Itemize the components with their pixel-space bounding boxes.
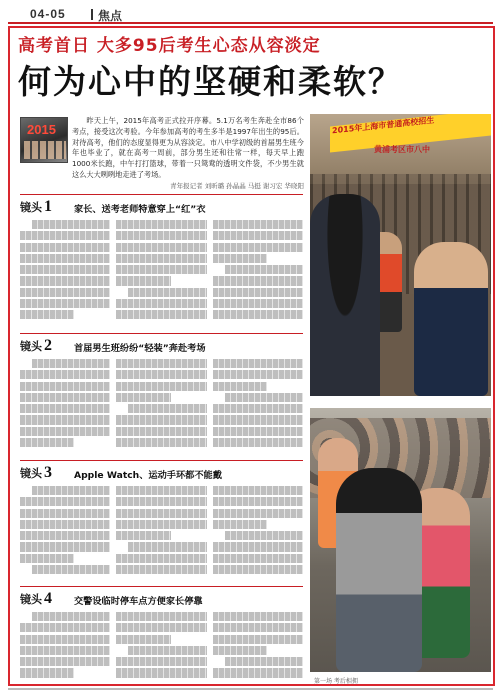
page-footer-rule	[8, 688, 493, 690]
section-tag: 镜头 2	[20, 337, 52, 354]
section-divider	[20, 333, 303, 334]
section-divider	[20, 460, 303, 461]
section-heading-4	[20, 588, 303, 608]
lead-thumbnail-year: 2015	[27, 122, 56, 137]
text-column	[213, 220, 303, 328]
section-body-2	[20, 359, 303, 455]
photo-school-gate	[310, 114, 491, 396]
text-column	[20, 486, 110, 582]
section-body-1	[20, 220, 303, 328]
text-column	[213, 359, 303, 455]
page-header	[8, 4, 493, 24]
text-column	[116, 612, 206, 682]
banner-text-line2: 黄浦考区市八中	[374, 145, 430, 154]
article-lead: 昨天上午，2015年高考正式拉开序幕。5.1万名考生奔赴全市86个考点，接受这次考验。今年参加高考的考生多半是1997年出生的95后。对待高考，他们的态度显得更为从容淡定。市八中学初级的首届男生班今年也毕业了，就在高考一周前，部分男生还和往常一样，每天早上跑1000米长跑，中午打打篮球，带着一只鸳鸯的透明文件袋，不少男生就这么大大咧咧地走进了考场。	[72, 116, 304, 179]
section-tag: 镜头 1	[20, 198, 52, 215]
photo-person	[414, 242, 488, 396]
section-label: 焦点	[98, 9, 123, 23]
text-column	[116, 486, 206, 582]
photo-person	[336, 468, 422, 672]
text-column	[213, 612, 303, 682]
page-number: 04-05	[30, 7, 66, 21]
section-title: Apple Watch、运动手环都不能戴	[74, 470, 222, 481]
section-divider	[20, 194, 303, 195]
text-column	[20, 359, 110, 455]
text-column	[213, 486, 303, 582]
section-tag: 镜头 4	[20, 590, 52, 607]
text-column	[116, 359, 206, 455]
section-title: 首届男生班纷纷“轻装”奔赴考场	[74, 343, 206, 354]
lead-thumbnail-faces	[24, 141, 66, 159]
article-headline: 何为心中的坚硬和柔软？	[18, 62, 403, 101]
photo-embrace	[310, 408, 491, 672]
section-heading-1	[20, 196, 303, 216]
section-title: 交警设临时停车点方便家长停靠	[74, 596, 203, 607]
section-body-3	[20, 486, 303, 582]
photo-caption: 第一场 考后相拥	[314, 678, 358, 685]
section-divider	[20, 586, 303, 587]
text-column	[20, 612, 110, 682]
article-subhead: 高考首日 大多95后考生心态从容淡定	[18, 36, 321, 56]
section-heading-3	[20, 462, 303, 482]
article-byline: 青年报记者 刘昕璐 孙晶晶 马挺 谢习宏 华晓阳	[170, 182, 304, 190]
section-body-4	[20, 612, 303, 682]
section-tag: 镜头 3	[20, 464, 52, 481]
section-title: 家长、送考老师特意穿上“红”衣	[74, 204, 206, 215]
text-column	[20, 220, 110, 328]
photo-person	[310, 194, 380, 396]
section-heading-2	[20, 335, 303, 355]
text-column	[116, 220, 206, 328]
banner-text-line1: 2015年上海市普通高校招生	[332, 115, 435, 136]
article-frame	[8, 26, 495, 686]
lead-thumbnail	[20, 117, 68, 163]
